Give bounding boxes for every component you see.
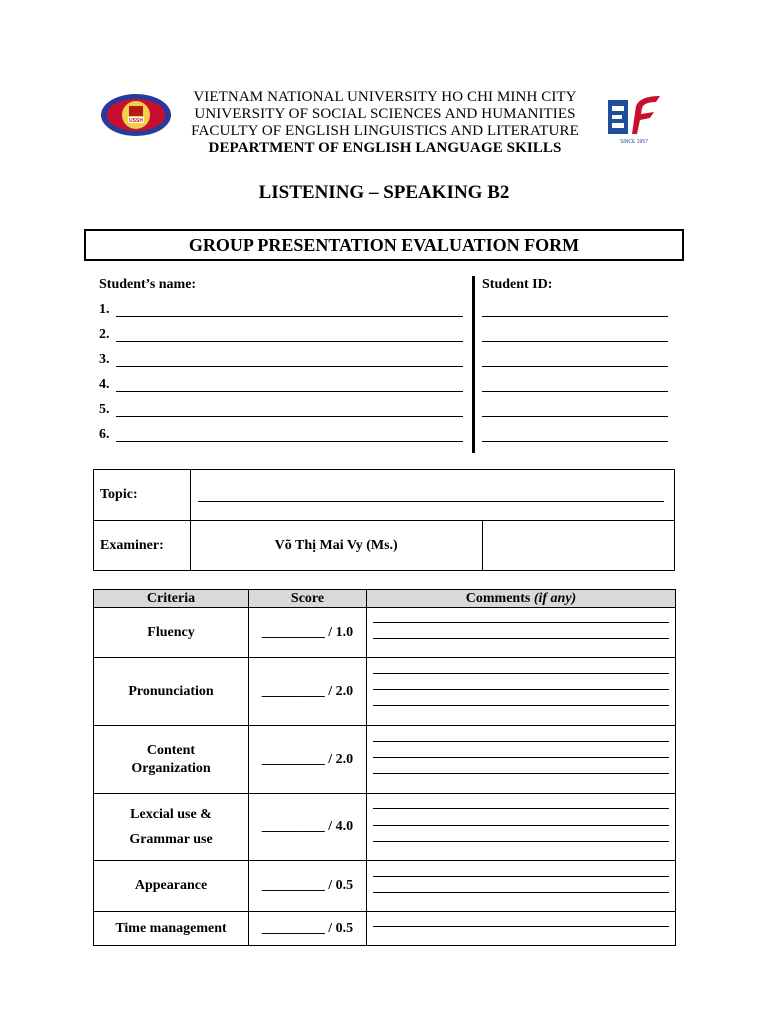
criteria-table	[93, 589, 676, 946]
comments-header-label: Comments	[465, 591, 534, 606]
student-row-number: 4.	[99, 377, 110, 392]
comments-lexical-grammar[interactable]	[367, 794, 676, 861]
student-row-number: 3.	[99, 352, 110, 367]
topic-underline	[198, 501, 664, 502]
score-content-organization[interactable]: _________ / 2.0	[249, 726, 367, 794]
criteria-time-management: Time management	[94, 912, 249, 946]
student-name-field[interactable]	[116, 416, 463, 417]
student-name-field[interactable]	[116, 341, 463, 342]
student-name-field[interactable]	[116, 316, 463, 317]
topic-label: Topic:	[94, 470, 191, 521]
table-row	[94, 726, 676, 794]
student-row-number: 6.	[99, 427, 110, 442]
header-line-2: UNIVERSITY OF SOCIAL SCIENCES AND HUMANITIES	[194, 106, 576, 122]
student-id-field[interactable]	[482, 416, 668, 417]
criteria-appearance: Appearance	[94, 861, 249, 912]
info-table	[93, 469, 675, 571]
examiner-label: Examiner:	[94, 521, 191, 571]
comment-line	[373, 705, 669, 706]
topic-field[interactable]	[190, 470, 674, 521]
comments-header-note: (if any)	[533, 591, 577, 606]
examiner-signature-field[interactable]	[482, 521, 674, 571]
header-line-3: FACULTY OF ENGLISH LINGUISTICS AND LITERATURE	[191, 123, 579, 139]
ussh-logo-text: USSH	[129, 118, 143, 124]
student-id-field[interactable]	[482, 341, 668, 342]
comment-line	[373, 892, 669, 893]
comments-fluency[interactable]	[367, 608, 676, 658]
comment-line	[373, 757, 669, 758]
examiner-name: Võ Thị Mai Vy (Ms.)	[190, 521, 482, 571]
header-line-4: DEPARTMENT OF ENGLISH LANGUAGE SKILLS	[208, 140, 562, 156]
comments-appearance[interactable]	[367, 861, 676, 912]
criteria-content-line2: Organization	[131, 760, 211, 776]
comment-line	[373, 808, 669, 809]
criteria-content-line1: Content	[146, 742, 196, 758]
university-logo-left	[100, 92, 172, 138]
comment-line	[373, 638, 669, 639]
since-text: SINCE 1957	[620, 139, 648, 145]
column-divider	[472, 276, 475, 453]
score-lexical-grammar[interactable]: _________ / 4.0	[249, 794, 367, 861]
student-id-field[interactable]	[482, 441, 668, 442]
student-name-field[interactable]	[116, 441, 463, 442]
course-title: LISTENING – SPEAKING B2	[258, 182, 510, 203]
student-name-field[interactable]	[116, 366, 463, 367]
score-fluency[interactable]: _________ / 1.0	[249, 608, 367, 658]
criteria-lexical-line2: Grammar use	[129, 832, 213, 847]
comment-line	[373, 689, 669, 690]
comment-line	[373, 673, 669, 674]
student-id-label: Student ID:	[482, 277, 553, 292]
criteria-content-organization	[94, 726, 249, 794]
comment-line	[373, 841, 669, 842]
student-row-number: 1.	[99, 302, 110, 317]
criteria-pronunciation: Pronunciation	[94, 658, 249, 726]
comments-pronunciation[interactable]	[367, 658, 676, 726]
comment-line	[373, 622, 669, 623]
comment-line	[373, 926, 669, 927]
score-pronunciation[interactable]: _________ / 2.0	[249, 658, 367, 726]
header-line-1: VIETNAM NATIONAL UNIVERSITY HO CHI MINH CITY	[193, 89, 577, 105]
table-row	[94, 608, 676, 658]
faculty-logo-right	[604, 92, 664, 146]
table-row	[94, 912, 676, 946]
comments-content-organization[interactable]	[367, 726, 676, 794]
comment-line	[373, 825, 669, 826]
criteria-header: Criteria	[94, 590, 249, 608]
table-row	[94, 861, 676, 912]
score-header: Score	[249, 590, 367, 608]
criteria-fluency: Fluency	[94, 608, 249, 658]
comments-header	[367, 590, 676, 608]
student-id-field[interactable]	[482, 391, 668, 392]
student-id-field[interactable]	[482, 316, 668, 317]
comment-line	[373, 773, 669, 774]
comments-time-management[interactable]	[367, 912, 676, 946]
comment-line	[373, 741, 669, 742]
table-row	[94, 794, 676, 861]
form-title: GROUP PRESENTATION EVALUATION FORM	[84, 229, 684, 261]
criteria-lexical-grammar	[94, 794, 249, 861]
student-row-number: 2.	[99, 327, 110, 342]
student-name-label: Student’s name:	[99, 277, 197, 292]
student-row-number: 5.	[99, 402, 110, 417]
criteria-lexical-line1: Lexcial use &	[130, 807, 212, 822]
score-time-management[interactable]: _________ / 0.5	[249, 912, 367, 946]
student-name-field[interactable]	[116, 391, 463, 392]
table-row	[94, 658, 676, 726]
score-appearance[interactable]: _________ / 0.5	[249, 861, 367, 912]
comment-line	[373, 876, 669, 877]
student-id-field[interactable]	[482, 366, 668, 367]
